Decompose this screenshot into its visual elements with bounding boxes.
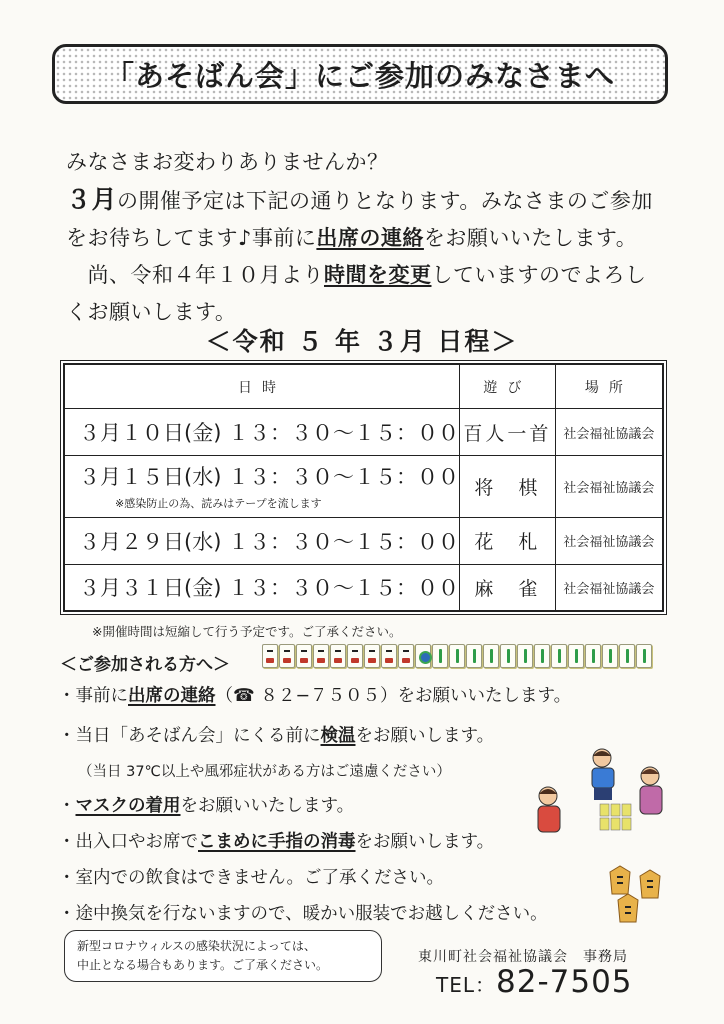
mahjong-tile-icon: [415, 644, 431, 668]
mahjong-tile-icon: [313, 644, 329, 668]
mahjong-tile-icon: [466, 644, 482, 668]
intro-line: [66, 181, 706, 220]
mahjong-tile-icon: [602, 644, 618, 668]
table-header-row: [65, 365, 663, 409]
intro-line: [66, 220, 706, 257]
item-emphasis: こまめに手指の消毒: [198, 832, 356, 852]
schedule-table: [60, 360, 667, 615]
intro-text: [66, 144, 706, 331]
list-item: [58, 722, 494, 747]
mahjong-tiles-icon: [262, 644, 652, 668]
notice-line: 新型コロナウィルスの感染状況によっては、: [77, 939, 316, 953]
item-text: をお願いします。: [355, 726, 495, 746]
header-datetime: 日時: [65, 365, 460, 409]
mahjong-tile-icon: [619, 644, 635, 668]
intro-segment: をお願いいたします。: [423, 226, 638, 250]
item-text: ・: [58, 796, 76, 816]
mahjong-tile-icon: [330, 644, 346, 668]
intro-line: [66, 257, 706, 294]
page-title: 「あそばん会」にご参加のみなさまへ: [104, 58, 615, 93]
mahjong-tile-icon: [347, 644, 363, 668]
list-item: [58, 900, 548, 925]
row-datetime: ３月２９日(水) １３：３０〜１５：００: [65, 518, 460, 564]
row-note: ※感染防止の為、読みはテープを流します: [115, 497, 322, 511]
notice-line: 中止となる場合もあります。ご了承ください。: [77, 958, 329, 972]
intro-segment: 尚、令和４年１０月より: [66, 263, 324, 287]
mahjong-tile-icon: [585, 644, 601, 668]
item-text: ・室内での飲食はできません。ご了承ください。: [58, 868, 445, 888]
header-place: 場所: [555, 365, 662, 409]
schedule-footnote: ※開催時間は短縮して行う予定です。ご了承ください。: [92, 624, 402, 639]
row-place: 社会福祉協議会: [555, 455, 662, 518]
header-game: 遊び: [460, 365, 556, 409]
schedule-title: ＜令和 ５ 年 ３月 日程＞: [205, 327, 519, 356]
row-game: 百人一首: [460, 409, 556, 455]
item-text: ・途中換気を行ないますので、暖かい服装でお越しください。: [58, 904, 548, 924]
item-text: をお願いいたします。: [180, 796, 355, 816]
list-item: [58, 792, 354, 817]
table-row: [65, 518, 663, 564]
table-row: [65, 564, 663, 610]
item-emphasis: 検温: [320, 726, 356, 746]
mahjong-tile-icon: [262, 644, 278, 668]
item-text: ・事前に: [58, 686, 128, 706]
item-text: （☎ ８２−７５０５）をお願いいたします。: [215, 686, 572, 706]
row-game: 花 札: [460, 518, 556, 564]
children-playing-icon: [530, 746, 670, 846]
row-place: 社会福祉協議会: [555, 518, 662, 564]
mahjong-tile-icon: [432, 644, 448, 668]
mahjong-tile-icon: [398, 644, 414, 668]
row-game: 将 棋: [460, 455, 556, 518]
mahjong-tile-icon: [517, 644, 533, 668]
list-subnote: （当日 37℃以上や風邪症状がある方はご遠慮ください）: [78, 764, 451, 780]
mahjong-tile-icon: [279, 644, 295, 668]
item-text: ・出入口やお席で: [58, 832, 198, 852]
intro-line: みなさまお変わりありませんか？: [66, 150, 389, 174]
intro-segment: をお待ちしてます♪事前に: [66, 226, 317, 250]
covid-notice: [64, 930, 382, 982]
tel-number: 82-7505: [496, 964, 633, 1000]
list-item: [58, 864, 444, 889]
row-datetime: ３月３１日(金) １３：３０〜１５：００: [65, 564, 460, 610]
participants-heading: ＜ご参加される方へ＞: [60, 655, 230, 675]
title-banner: [52, 44, 668, 104]
list-item: [58, 682, 571, 707]
mahjong-tile-icon: [534, 644, 550, 668]
mahjong-tile-icon: [568, 644, 584, 668]
phone-number: [436, 964, 633, 1000]
mahjong-tile-icon: [364, 644, 380, 668]
mahjong-tile-icon: [296, 644, 312, 668]
item-emphasis: 出席の連絡: [128, 686, 216, 706]
row-place: 社会福祉協議会: [555, 564, 662, 610]
row-datetime-cell: [65, 455, 460, 518]
item-text: をお願いします。: [355, 832, 495, 852]
table-row: [65, 409, 663, 455]
item-text: ・当日「あそばん会」にくる前に: [58, 726, 321, 746]
mahjong-tile-icon: [636, 644, 652, 668]
tel-label: TEL：: [436, 973, 496, 997]
organization-name: 東川町社会福祉協議会 事務局: [418, 949, 628, 965]
mahjong-tile-icon: [381, 644, 397, 668]
intro-segment: していますのでよろし: [431, 263, 647, 287]
row-game: 麻 雀: [460, 564, 556, 610]
mahjong-tile-icon: [500, 644, 516, 668]
row-place: 社会福祉協議会: [555, 409, 662, 455]
item-emphasis: マスクの着用: [75, 796, 181, 816]
month-highlight: ３月: [66, 185, 118, 214]
intro-emphasis: 時間を変更: [324, 263, 432, 287]
intro-emphasis: 出席の連絡: [316, 226, 424, 250]
row-datetime: ３月１５日(水) １３：３０〜１５：００: [79, 465, 460, 490]
row-datetime: ３月１０日(金) １３：３０〜１５：００: [65, 409, 460, 455]
mahjong-tile-icon: [483, 644, 499, 668]
intro-segment: の開催予定は下記の通りとなります。みなさまのご参加: [117, 189, 653, 213]
shogi-pieces-icon: [600, 862, 670, 926]
mahjong-tile-icon: [449, 644, 465, 668]
mahjong-tile-icon: [551, 644, 567, 668]
table-row: [65, 455, 663, 518]
intro-line: くお願いします。: [66, 300, 237, 324]
list-item: [58, 828, 494, 853]
